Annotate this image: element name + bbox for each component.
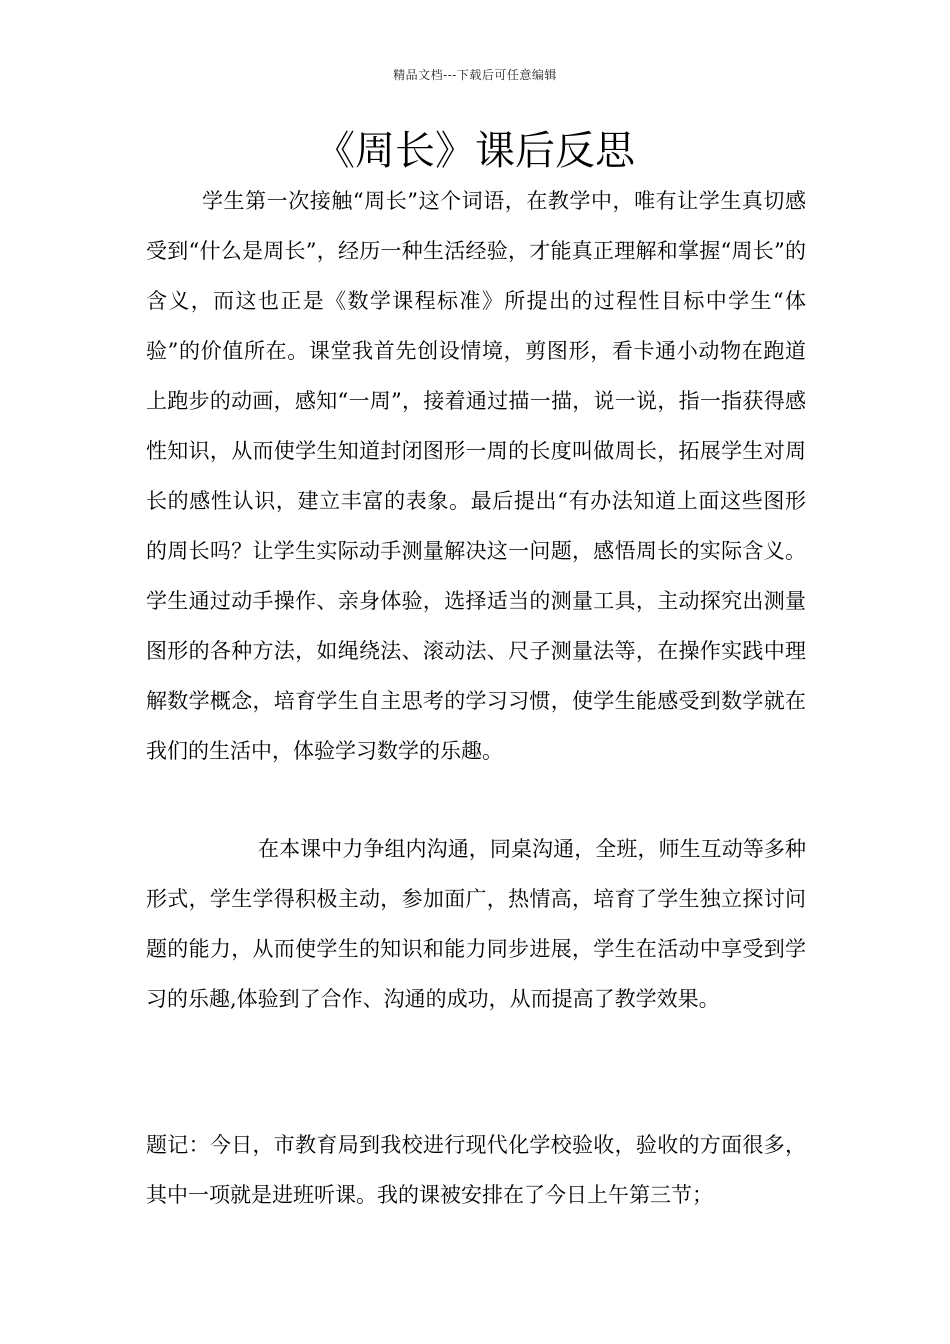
paragraph-2: 在本课中力争组内沟通，同桌沟通，全班，师生互动等多种形式，学生学得积极主动，参加面广，热情高，培育了学生独立探讨问题的能力，从而使学生的知识和能力同步进展，学生在活动中享受到学习的乐趣,体验到了合作、沟通的成功，从而提高了教学效果。 <box>146 837 806 1011</box>
page-title: 《周长》课后反思 <box>315 128 635 174</box>
paragraph-3: 题记：今日，市教育局到我校进行现代化学校验收，验收的方面很多，其中一项就是进班听课。我的课被安排在了今日上午第三节； <box>146 1133 806 1207</box>
paragraph-1: 学生第一次接触“周长”这个词语，在教学中，唯有让学生真切感受到“什么是周长”，经历一种生活经验，才能真正理解和掌握“周长”的含义，而这也正是《数学课程标准》所提出的过程性目标中学生“体验”的价值所在。课堂我首先创设情境，剪图形，看卡通小动物在跑道上跑步的动画，感知“一周”，接着通过描一描，说一说，指一指获得感性知识，从而使学生知道封闭图形一周的长度叫做周长，拓展学生对周长的感性认识，建立丰富的表象。最后提出“有办法知道上面这些图形的周长吗？让学生实际动手测量解决这一问题，感悟周长的实际含义。学生通过动手操作、亲身体验，选择适当的测量工具，主动探究出测量图形的各种方法，如绳绕法、滚动法、尺子测量法等，在操作实践中理解数学概念，培育学生自主思考的学习习惯，使学生能感受到数学就在我们的生活中，体验学习数学的乐趣。 <box>146 189 806 763</box>
header-note: 精品文档---下载后可任意编辑 <box>393 68 557 82</box>
